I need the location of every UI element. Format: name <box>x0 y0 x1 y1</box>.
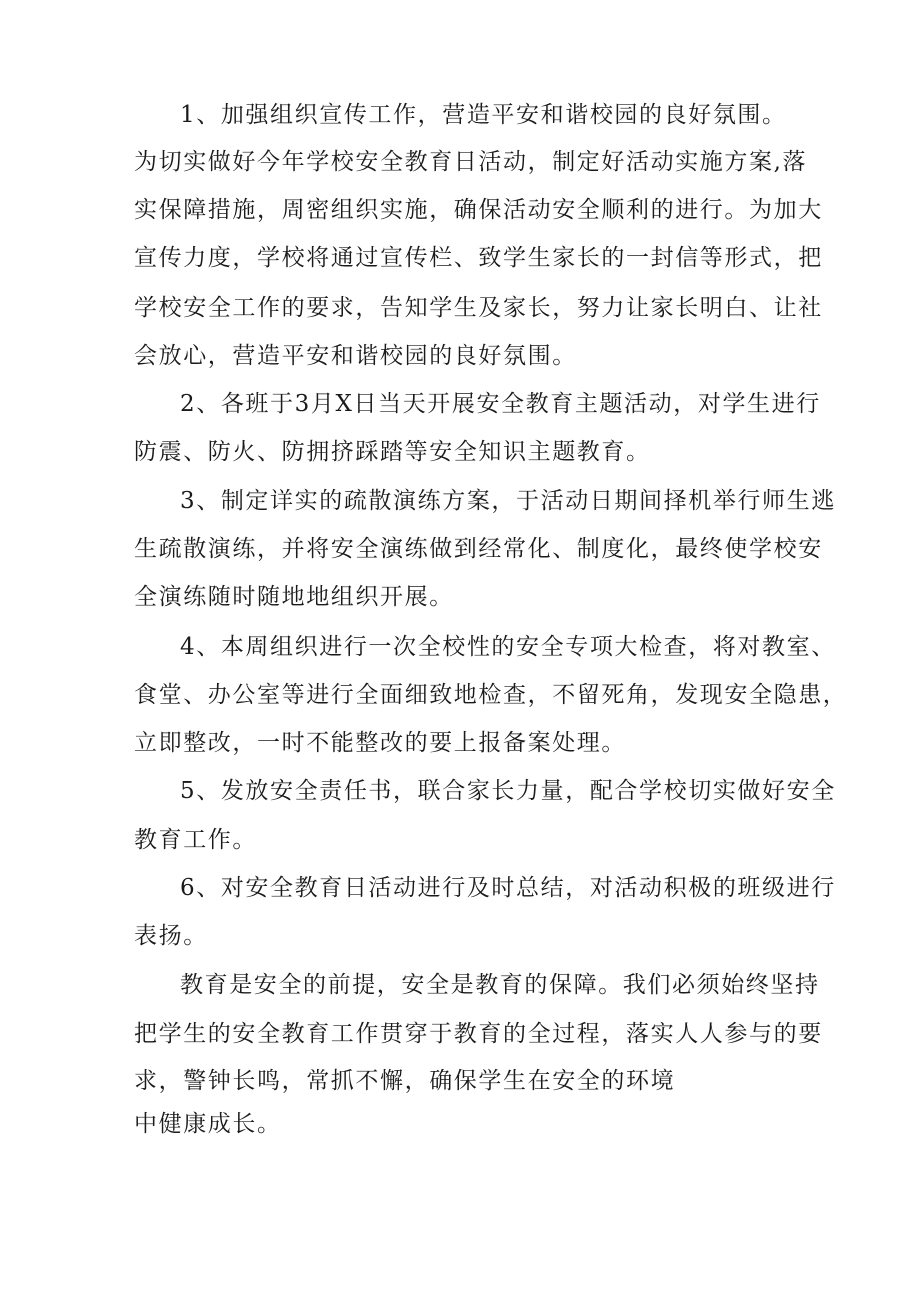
paragraph-3-line-2: 生疏散演练，并将安全演练做到经常化、制度化，最终使学校安 <box>134 536 823 562</box>
paragraph-4-line-1: 4、本周组织进行一次全校性的安全专项大检查，将对教室、 <box>180 634 836 660</box>
paragraph-1-line-6: 会放心，营造平安和谐校园的良好氛围。 <box>134 343 577 369</box>
paragraph-5-line-2: 教育工作。 <box>134 827 257 853</box>
paragraph-3-line-3: 全演练随时随地地组织开展。 <box>134 584 454 610</box>
paragraph-1-line-1: 1、加强组织宣传工作，营造平安和谐校园的良好氛围。 <box>180 102 787 128</box>
paragraph-4-line-2: 食堂、办公室等进行全面细致地检查，不留死角，发现安全隐患， <box>134 682 848 708</box>
paragraph-1-line-2: 为切实做好今年学校安全教育日活动，制定好活动实施方案,落 <box>134 149 808 175</box>
conclusion-line-4: 中健康成长。 <box>134 1111 282 1137</box>
paragraph-3-line-1: 3、制定详实的疏散演练方案，于活动日期间择机举行师生逃 <box>180 488 836 514</box>
conclusion-line-2: 把学生的安全教育工作贯穿于教育的全过程，落实人人参与的要 <box>134 1021 823 1047</box>
paragraph-6-line-1: 6、对安全教育日活动进行及时总结，对活动积极的班级进行 <box>180 875 836 901</box>
paragraph-1-line-3: 实保障措施，周密组织实施，确保活动安全顺利的进行。为加大 <box>134 197 823 223</box>
paragraph-1-line-5: 学校安全工作的要求，告知学生及家长，努力让家长明白、让社 <box>134 295 823 321</box>
paragraph-2-line-1: 2、各班于3月X日当天开展安全教育主题活动，对学生进行 <box>180 391 821 417</box>
paragraph-5-line-1: 5、发放安全责任书，联合家长力量，配合学校切实做好安全 <box>180 778 836 804</box>
conclusion-line-3: 求，警钟长鸣，常抓不懈，确保学生在安全的环境 <box>134 1068 676 1094</box>
paragraph-6-line-2: 表扬。 <box>134 923 208 949</box>
paragraph-2-line-2: 防震、防火、防拥挤踩踏等安全知识主题教育。 <box>134 439 651 465</box>
paragraph-1-line-4: 宣传力度，学校将通过宣传栏、致学生家长的一封信等形式，把 <box>134 245 823 271</box>
paragraph-4-line-3: 立即整改，一时不能整改的要上报备案处理。 <box>134 730 626 756</box>
conclusion-line-1: 教育是安全的前提，安全是教育的保障。我们必须始终坚持 <box>180 972 820 998</box>
